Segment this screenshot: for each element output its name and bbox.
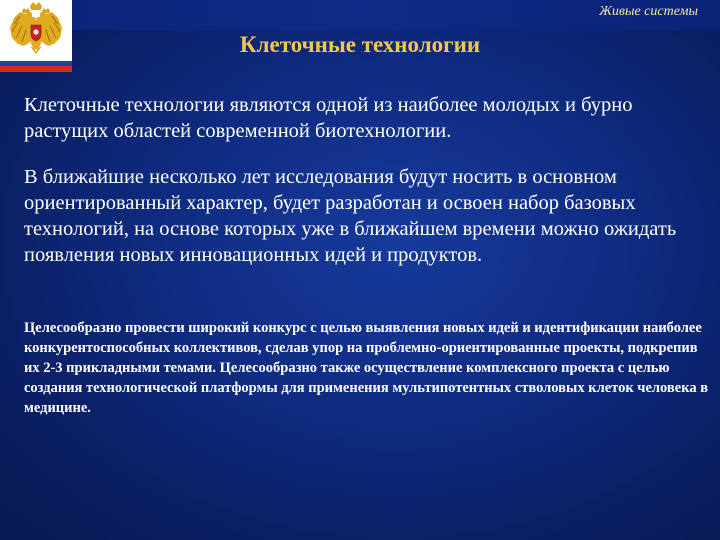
paragraph-outlook: В ближайшие несколько лет исследования будут носить в основном ориентированный характер, будет разработан и освоен набор базовых технологий, на основе которых уже в ближайшем времени можно ожидать появления новых инновационных идей и продуктов.	[24, 166, 677, 266]
paragraph-recommendation: Целесообразно провести широкий конкурс с целью выявления новых идей и идентификации наиболее конкурентоспособных коллективов, сделав упор на проблемно-ориентированные проекты, подкрепив их 2-3 прикладными темами. Целесообразно также осуществление комплексного проекта с целью создания технологической платформы для применения мультипотентных стволовых клеток человека в медицине.	[24, 320, 709, 416]
header-label: Живые системы	[599, 4, 698, 19]
slide-title: Клеточные технологии	[239, 32, 481, 57]
paragraph-intro: Клеточные технологии являются одной из наиболее молодых и бурно растущих областей современной биотехнологии.	[24, 94, 633, 142]
